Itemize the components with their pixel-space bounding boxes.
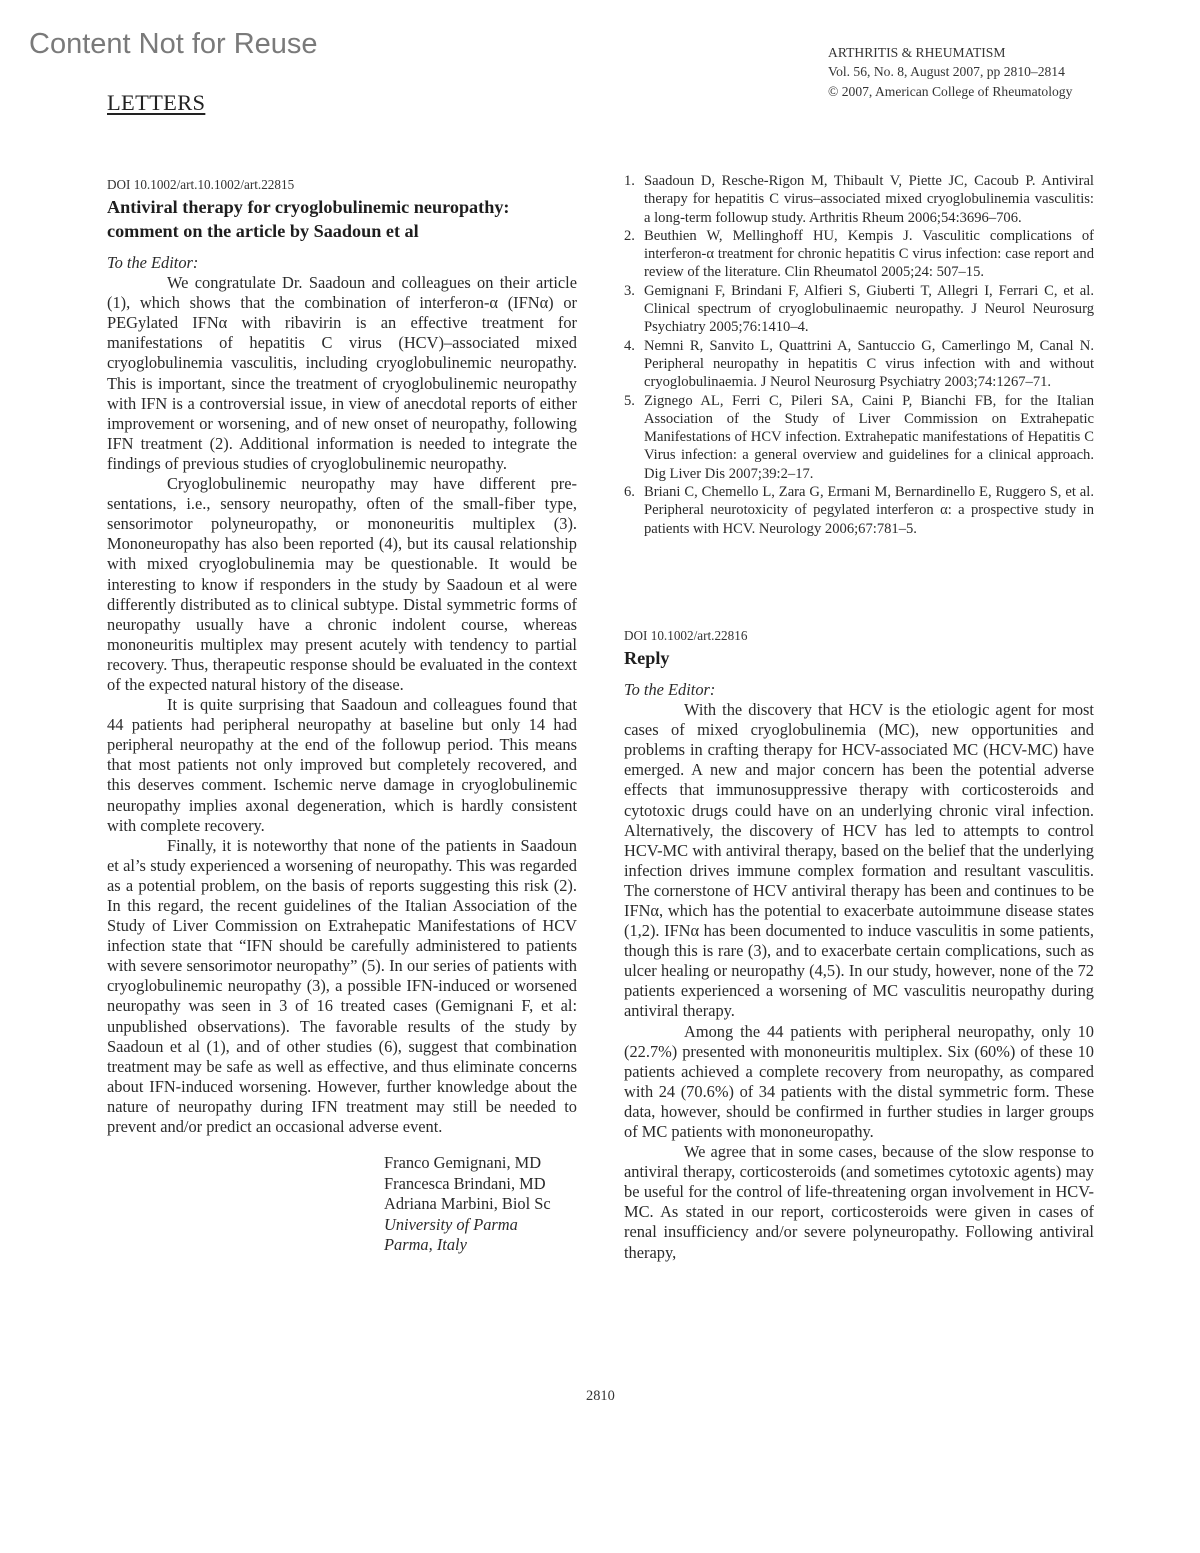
reference-number: 4. bbox=[624, 337, 635, 354]
reference-item bbox=[624, 483, 1094, 538]
letter-doi: DOI 10.1002/art.10.1002/art.22815 bbox=[107, 177, 295, 192]
letter-paragraph: Cryoglobulinemic neuropathy may have different presentations, i.e., sensory neuropathy, often of the small-fiber type, sensorimotor polyneuropathy, or mononeuritis multiplex (3). Mononeuropathy has also been reported (4), but its causal relationship with mixed cryoglobulinemia may be questionable. It would be interesting to know if responders in the study by Saadoun et al were differently distributed as to clinical subtype. Distal symmetric forms of neuropathy usually have a chronic indolent course, whereas mononeuritis multiplex may present acutely with tendency to partial recovery. Thus, therapeutic response should be evaluated in the context of the expected natural history of the disease. bbox=[107, 474, 577, 694]
reference-text: Briani C, Chemello L, Zara G, Ermani M, Bernardinello E, Ruggero S, et al. Peripheral neurotoxicity of pegylated interferon α: a prospective study in patients with HCV. Neurology 2006;67:781–5. bbox=[644, 484, 1094, 537]
reference-number: 2. bbox=[624, 227, 635, 244]
reference-list bbox=[624, 172, 1094, 538]
reply-section bbox=[624, 627, 1094, 1263]
reply-salutation: To the Editor: bbox=[624, 679, 716, 699]
reference-text: Nemni R, Sanvito L, Quattrini A, Santuccio G, Camerlingo M, Canal N. Peripheral neuropathy in hepatitis C virus infection with and without cryoglobulinaemia. J Neurol Neurosurg Psychiatry 2003;74:1267–71. bbox=[644, 337, 1094, 391]
right-column bbox=[624, 172, 1094, 1263]
letter-signature bbox=[384, 1153, 577, 1256]
journal-name: ARTHRITIS & RHEUMATISM bbox=[828, 45, 1006, 60]
reference-number: 1. bbox=[624, 173, 635, 189]
signature-author: Francesca Brindani, MD bbox=[384, 1173, 546, 1193]
signature-affiliation: University of Parma bbox=[384, 1214, 518, 1234]
reference-item bbox=[624, 337, 1094, 392]
section-title: LETTERS bbox=[107, 90, 206, 115]
reference-number: 5. bbox=[624, 392, 635, 409]
letter-paragraph: It is quite surprising that Saadoun and colleagues found that 44 patients had peripheral neuropathy at baseline but only 14 had peripheral neuropathy at the end of the followup period. This means that most patients not only improved but completely recovered, and this deserves comment. Ischemic nerve damage in cryoglobulinemic neuropathy implies axonal degeneration, which is hardly consistent with complete recovery. bbox=[107, 695, 577, 835]
reference-item bbox=[624, 227, 1094, 282]
journal-issue: Vol. 56, No. 8, August 2007, pp 2810–2814 bbox=[828, 64, 1065, 80]
reference-item bbox=[624, 172, 1094, 227]
journal-header bbox=[828, 43, 1072, 101]
reference-text: Zignego AL, Ferri C, Pileri SA, Caini P, Bianchi FB, for the Italian Association of the Study of Liver Commission on Extrahepatic Manifestations of HCV infection. Extrahepatic manifestations of Hepatitis C Virus infection: a general overview and guidelines for a clinical approach. Dig Liver Dis 2007;39:2–17. bbox=[644, 392, 1094, 482]
journal-copyright: © 2007, American College of Rheumatology bbox=[828, 83, 1073, 99]
watermark: Content Not for Reuse bbox=[29, 28, 318, 60]
letter-column bbox=[107, 176, 577, 1256]
letter-title: Antiviral therapy for cryoglobulinemic neuropathy: comment on the article by Saadoun et al bbox=[107, 197, 510, 241]
reply-doi: DOI 10.1002/art.22816 bbox=[624, 627, 748, 643]
reference-number: 6. bbox=[624, 484, 635, 501]
reply-paragraph: Among the 44 patients with peripheral neuropathy, only 10 (22.7%) presented with mononeuritis multiplex. Six (60%) of these 10 patients achieved a complete recovery from neuropathy, as compared with 24 (70.6%) of 34 patients with the distal symmetric form. These data, however, should be confirmed in further studies in larger groups of MC patients with mononeuropathy. bbox=[624, 1021, 1094, 1141]
reference-item bbox=[624, 282, 1094, 337]
reference-number: 3. bbox=[624, 282, 635, 299]
reply-paragraph: We agree that in some cases, because of the slow response to antiviral therapy, corticosteroids (and sometimes cytotoxic agents) may be useful for the control of life-threatening organ involvement in HCV-MC. As stated in our report, corticosteroids were given in cases of renal insufficiency and/or severe polyneuropathy. Following antiviral therapy, bbox=[624, 1142, 1094, 1262]
reply-title: Reply bbox=[624, 647, 670, 668]
reference-text: Saadoun D, Resche-Rigon M, Thibault V, Piette JC, Cacoub P. Antiviral therapy for hepatitis C virus–associated mixed cryoglobulinemia vasculitis: a long-term followup study. Arthritis Rheum 2006;54:3696–706. bbox=[644, 173, 1094, 226]
signature-location: Parma, Italy bbox=[384, 1235, 467, 1255]
signature-author: Franco Gemignani, MD bbox=[384, 1153, 542, 1173]
letter-salutation: To the Editor: bbox=[107, 253, 199, 272]
signature-author: Adriana Marbini, Biol Sc bbox=[384, 1194, 551, 1214]
letter-paragraph: Finally, it is noteworthy that none of the patients in Saadoun et al’s study experienced a worsening of neuropathy. This was regarded as a potential problem, on the basis of reports suggesting this risk (2). In this regard, the recent guidelines of the Italian Association of the Study of Liver Commission on Extrahepatic Manifestations of HCV infection state that “IFN should be carefully administered to patients with severe sensorimotor neuropathy” (5). In our series of patients with cryoglobulinemic neuropathy (3), a possible IFN-induced or worsened neuropathy was seen in 3 of 16 treated cases (Gemignani F, et al: unpublished observations). The favorable results of the study by Saadoun et al (1), and of other studies (6), suggest that combination treatment may be safe as well as effective, and thus eliminate concerns about IFN-induced worsening. However, further knowledge about the nature of neuropathy during IFN treatment may still be needed to prevent and/or predict an occasional adverse event. bbox=[107, 835, 577, 1137]
reply-paragraph: With the discovery that HCV is the etiologic agent for most cases of mixed cryoglobulinemia (MC), new opportunities and problems in crafting therapy for HCV-associated MC (HCV-MC) have emerged. A new and major concern has been the potential adverse effects that immunosuppressive therapy with corticosteroids and cytotoxic drugs could have on an underlying chronic viral infection. Alternatively, the discovery of HCV has led to attempts to control HCV-MC with antiviral therapy, based on the belief that the underlying infection drives immune complex formation and resultant vasculitis. The cornerstone of HCV antiviral therapy has been and continues to be IFNα, which has the potential to exacerbate autoimmune disease states (1,2). IFNα has been documented to induce vasculitis in some patients, though this is rare (3), and to exacerbate certain complications, such as ulcer healing or neuropathy (4,5). In our study, however, none of the 72 patients experienced a worsening of MC vasculitis neuropathy during antiviral therapy. bbox=[624, 700, 1094, 1021]
letter-paragraph: We congratulate Dr. Saadoun and colleagues on their article (1), which shows that the combination of interferon-α (IFNα) or PEGylated IFNα with ribavirin is an effective treatment for manifestations of hepatitis C virus (HCV)–associated mixed cryoglobulinemia vasculitis, including cryoglobulinemic neuropathy. This is important, since the treatment of cryoglobulinemic neuropathy with IFN is a controversial issue, in view of anecdotal reports of either improvement or worsening, and of new onset of neuropathy, following IFN treatment (2). Additional information is needed to integrate the findings of previous studies of cryoglobulinemic neuropathy. bbox=[107, 273, 577, 473]
page-number: 2810 bbox=[586, 1388, 615, 1404]
reference-text: Beuthien W, Mellinghoff HU, Kempis J. Vasculitic complications of interferon-α treatment for chronic hepatitis C virus infection: case report and review of the literature. Clin Rheumatol 2005;24: 507–15. bbox=[644, 227, 1094, 281]
reference-text: Gemignani F, Brindani F, Alfieri S, Giuberti T, Allegri I, Ferrari C, et al. Clinical spectrum of cryoglobulinaemic neuropathy. J Neurol Neurosurg Psychiatry 2005;76:1410–4. bbox=[644, 282, 1094, 336]
reference-item bbox=[624, 392, 1094, 483]
